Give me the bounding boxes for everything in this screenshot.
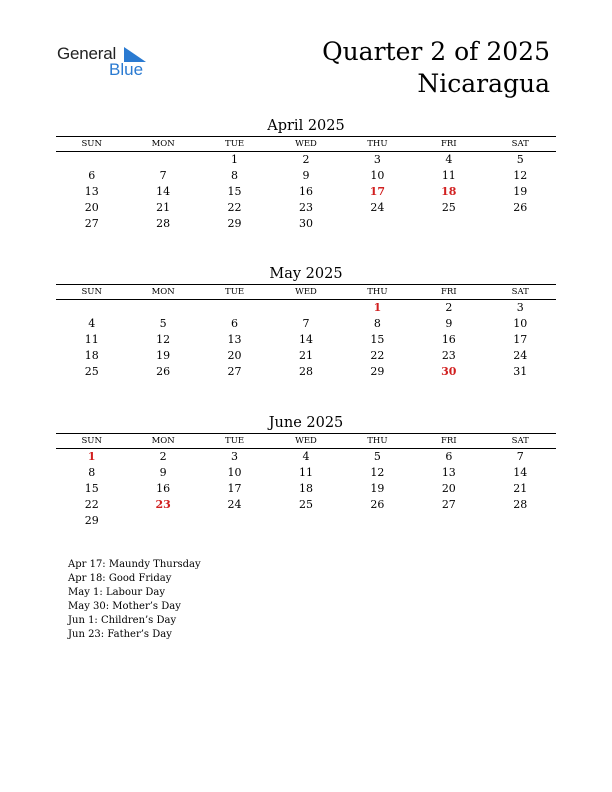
date-cell: 20 [84, 201, 99, 214]
date-cell: 3 [373, 153, 381, 166]
date-cell: 3 [231, 450, 239, 463]
date-cell: 31 [513, 365, 528, 378]
date-cell: 9 [302, 169, 310, 182]
weekday-label: MON [151, 139, 175, 149]
date-cell [413, 216, 484, 232]
date-cell: 23 [441, 349, 456, 362]
date-cell: 21 [298, 349, 313, 362]
month-calendar-may [56, 264, 556, 380]
date-cell: 5 [373, 450, 381, 463]
date-cell: 6 [445, 450, 453, 463]
weekday-label: FRI [440, 287, 457, 297]
date-cell: 25 [298, 498, 313, 511]
weekday-label: TUE [225, 287, 245, 297]
holiday-date-cell: 1 [87, 450, 96, 463]
date-cell: 22 [227, 201, 242, 214]
week-row [56, 497, 556, 513]
date-cell: 25 [441, 201, 456, 214]
date-cell: 18 [84, 349, 99, 362]
date-cell: 9 [445, 317, 453, 330]
weekday-label: TUE [225, 436, 245, 446]
logo-text-blue: Blue [109, 60, 144, 79]
date-cell: 27 [441, 498, 456, 511]
weekday-label: SUN [81, 287, 102, 297]
weekday-header [56, 136, 556, 152]
date-cell: 19 [370, 482, 385, 495]
holiday-list-item: Apr 18: Good Friday [68, 573, 172, 584]
date-cell: 1 [231, 153, 239, 166]
date-cell: 22 [370, 349, 385, 362]
holiday-list-item: Jun 1: Children’s Day [68, 615, 177, 626]
date-cell [413, 513, 484, 529]
weekday-label: MON [151, 436, 175, 446]
date-cell: 3 [516, 301, 524, 314]
weekday-label: SAT [511, 287, 529, 297]
holiday-list-item: May 30: Mother’s Day [68, 601, 181, 612]
week-row [56, 332, 556, 348]
week-row [56, 316, 556, 332]
date-cell [270, 300, 341, 316]
week-row [56, 216, 556, 232]
holiday-list-item: May 1: Labour Day [68, 587, 165, 598]
holiday-date-cell: 18 [441, 185, 457, 198]
holiday-date-cell: 23 [155, 498, 171, 511]
month-calendar-june [56, 413, 556, 529]
date-cell [56, 152, 127, 168]
weekday-label: SUN [81, 436, 102, 446]
holiday-date-cell: 30 [441, 365, 457, 378]
date-cell: 14 [298, 333, 313, 346]
date-cell: 28 [513, 498, 528, 511]
date-cell: 6 [88, 169, 96, 182]
date-cell: 26 [513, 201, 528, 214]
date-cell: 15 [227, 185, 242, 198]
date-cell: 12 [156, 333, 171, 346]
date-cell: 19 [513, 185, 528, 198]
date-cell: 7 [159, 169, 167, 182]
month-grid [56, 152, 556, 232]
date-cell: 5 [516, 153, 524, 166]
date-cell: 2 [445, 301, 453, 314]
date-cell: 27 [227, 365, 242, 378]
date-cell: 10 [513, 317, 528, 330]
date-cell: 25 [84, 365, 99, 378]
date-cell: 8 [88, 466, 96, 479]
date-cell: 17 [227, 482, 242, 495]
date-cell: 23 [298, 201, 313, 214]
weekday-label: SAT [511, 139, 529, 149]
logo-text-general: General [57, 44, 117, 63]
weekday-label: THU [367, 287, 388, 297]
date-cell: 2 [302, 153, 310, 166]
holiday-date-cell: 1 [373, 301, 382, 314]
date-cell: 16 [156, 482, 171, 495]
country-name: Nicaragua [417, 69, 550, 98]
weekday-label: THU [367, 139, 388, 149]
date-cell: 11 [298, 466, 313, 479]
page-title: Quarter 2 of 2025 [322, 37, 550, 66]
week-row [56, 513, 556, 529]
weekday-label: WED [295, 436, 317, 446]
date-cell [342, 216, 413, 232]
date-cell: 2 [159, 450, 167, 463]
date-cell: 29 [84, 514, 99, 527]
date-cell: 17 [513, 333, 528, 346]
weekday-header [56, 433, 556, 449]
date-cell: 24 [370, 201, 385, 214]
date-cell: 29 [227, 217, 242, 230]
date-cell: 22 [84, 498, 99, 511]
holiday-date-cell: 17 [369, 185, 386, 198]
month-calendar-april [56, 116, 556, 232]
date-cell: 14 [513, 466, 528, 479]
month-grid [56, 300, 556, 380]
month-grid [56, 449, 556, 529]
holiday-list [68, 558, 201, 642]
week-row [56, 168, 556, 184]
week-row [56, 300, 556, 316]
weekday-label: WED [295, 287, 317, 297]
week-row [56, 481, 556, 497]
month-title: April 2025 [267, 118, 345, 134]
week-row [56, 449, 556, 465]
date-cell [56, 300, 127, 316]
date-cell: 28 [298, 365, 313, 378]
date-cell: 28 [156, 217, 171, 230]
date-cell: 30 [298, 217, 313, 230]
date-cell: 26 [156, 365, 171, 378]
date-cell [127, 152, 198, 168]
date-cell [485, 216, 556, 232]
weekday-label: TUE [225, 139, 245, 149]
week-row [56, 200, 556, 216]
date-cell [127, 300, 198, 316]
date-cell: 15 [370, 333, 385, 346]
date-cell: 18 [298, 482, 313, 495]
weekday-label: SAT [511, 436, 529, 446]
date-cell [342, 513, 413, 529]
date-cell: 7 [302, 317, 310, 330]
date-cell: 6 [231, 317, 239, 330]
date-cell: 27 [84, 217, 99, 230]
date-cell: 7 [516, 450, 524, 463]
date-cell: 29 [370, 365, 385, 378]
date-cell: 8 [373, 317, 381, 330]
date-cell: 10 [227, 466, 242, 479]
date-cell: 4 [445, 153, 453, 166]
date-cell: 11 [441, 169, 456, 182]
date-cell: 10 [370, 169, 385, 182]
week-row [56, 348, 556, 364]
date-cell: 20 [441, 482, 456, 495]
date-cell: 13 [84, 185, 99, 198]
month-title: May 2025 [269, 266, 343, 282]
date-cell: 4 [88, 317, 96, 330]
date-cell: 21 [513, 482, 528, 495]
date-cell: 8 [231, 169, 239, 182]
date-cell: 26 [370, 498, 385, 511]
date-cell [127, 513, 198, 529]
date-cell [485, 513, 556, 529]
date-cell: 24 [513, 349, 528, 362]
weekday-label: SUN [81, 139, 102, 149]
week-row [56, 184, 556, 200]
weekday-label: FRI [440, 436, 457, 446]
week-row [56, 465, 556, 481]
date-cell: 20 [227, 349, 242, 362]
date-cell: 16 [298, 185, 313, 198]
logo [57, 44, 157, 84]
week-row [56, 364, 556, 380]
date-cell: 12 [370, 466, 385, 479]
holiday-list-item: Jun 23: Father’s Day [68, 629, 172, 640]
weekday-label: WED [295, 139, 317, 149]
weekday-label: MON [151, 287, 175, 297]
weekday-label: FRI [440, 139, 457, 149]
page-header [322, 36, 550, 100]
date-cell: 12 [513, 169, 528, 182]
date-cell: 9 [159, 466, 167, 479]
date-cell: 13 [227, 333, 242, 346]
date-cell: 19 [156, 349, 171, 362]
date-cell: 11 [84, 333, 99, 346]
date-cell: 5 [159, 317, 167, 330]
weekday-label: THU [367, 436, 388, 446]
date-cell [199, 513, 270, 529]
date-cell: 4 [302, 450, 310, 463]
date-cell: 13 [441, 466, 456, 479]
holiday-list-item: Apr 17: Maundy Thursday [68, 559, 201, 570]
date-cell: 15 [84, 482, 99, 495]
week-row [56, 152, 556, 168]
month-title: June 2025 [268, 415, 344, 431]
date-cell [270, 513, 341, 529]
weekday-header [56, 284, 556, 300]
date-cell [199, 300, 270, 316]
date-cell: 21 [156, 201, 171, 214]
date-cell: 24 [227, 498, 242, 511]
date-cell: 14 [156, 185, 171, 198]
date-cell: 16 [441, 333, 456, 346]
